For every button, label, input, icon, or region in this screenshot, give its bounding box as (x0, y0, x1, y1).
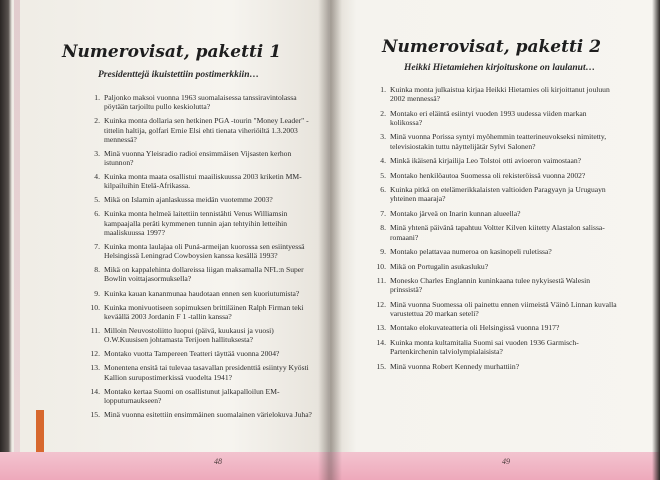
question-number: 15. (376, 361, 386, 371)
question-item (84, 363, 316, 381)
question-number: 7. (94, 241, 100, 251)
right-page-number: 49 (502, 457, 510, 466)
right-page (330, 0, 660, 480)
question-number: 3. (380, 132, 386, 142)
question-number: 15. (90, 409, 100, 419)
page-footer-band (0, 452, 330, 480)
question-item (84, 303, 316, 321)
question-number: 2. (380, 108, 386, 118)
question-item (84, 93, 316, 111)
question-text: Kuinka pitkä on etelämerikkalaisten valtioiden Paragyayn ja Uruguayn yhteinen maaraja? (390, 185, 606, 204)
question-text: Kuinka kauan kananmunaa haudotaan ennen sen kuoriutumista? (104, 288, 300, 298)
question-item (370, 132, 618, 150)
question-number: 1. (380, 85, 386, 94)
question-item (370, 223, 618, 241)
question-text: Kuinka monivuotiseen sopimuksen brittiläinen Ralph Firman teki keväällä 2003 Jordanin F 1 -tallin kanssa? (104, 302, 304, 321)
right-question-list (370, 85, 618, 376)
question-item (84, 289, 316, 298)
question-text: Mikä on Portugalin asukasluku? (390, 261, 489, 271)
question-number: 11. (90, 325, 100, 335)
question-number: 8. (380, 223, 386, 233)
question-number: 5. (380, 170, 386, 180)
question-number: 9. (380, 247, 386, 257)
question-item (370, 300, 618, 318)
question-item (84, 410, 316, 419)
question-text: Kuinka monta dollaria sen hetkinen PGA -tourin "Money Leader" -tittelin haltija, golfari Ernie Elsi ehti tienata viheriöiltä 1.3.2003 mennessä? (104, 116, 309, 144)
left-page-title: Numerovisat, paketti 1 (62, 42, 282, 62)
question-item (370, 362, 618, 371)
question-number: 4. (380, 156, 386, 166)
question-number: 7. (380, 208, 386, 218)
question-number: 6. (380, 185, 386, 195)
question-text: Montako elokuvateatteria oli Helsingissä vuonna 1917? (390, 323, 560, 333)
question-item (84, 172, 316, 190)
right-page-subtitle: Heikki Hietamiehen kirjoituskone on laulanut… (404, 63, 596, 73)
question-item (370, 209, 618, 218)
question-number: 4. (94, 172, 100, 182)
question-number: 3. (94, 148, 100, 158)
question-text: Montako järveä on Inarin kunnan alueella? (390, 208, 521, 218)
question-number: 10. (90, 302, 100, 312)
question-item (370, 85, 618, 103)
question-item (84, 387, 316, 405)
question-item (370, 185, 618, 203)
question-text: Paljonko maksoi vuonna 1963 suomalaisessa tanssiravintolassa pöytään tarjoiltu pullo keskiolutta? (104, 93, 297, 112)
question-text: Minä vuonna Robert Kennedy murhattiin? (390, 361, 520, 371)
question-text: Minä vuonna Yleisradio radioi ensimmäisen Vijsasten kerhon istunnon? (104, 148, 292, 167)
question-item (84, 242, 316, 260)
question-item (84, 149, 316, 167)
page-footer-band (330, 452, 660, 480)
question-text: Milloin Neuvostoliitto luopui (päivä, kuukausi ja vuosi) O.W.Kuusisen johtamasta Terijoen hallituksesta? (104, 325, 274, 345)
question-text: Montako kertaa Suomi on osallistunut jalkapalloilun EM-lopputurnaukseen? (104, 386, 280, 405)
question-number: 13. (376, 323, 386, 333)
question-item (370, 109, 618, 127)
question-item (84, 195, 316, 204)
question-number: 6. (94, 209, 100, 219)
question-item (370, 171, 618, 180)
question-number: 12. (90, 349, 100, 359)
question-text: Mikä on kappalehinta dollareissa liigan maksamalla NFL:n Super Bowlin voittajasormuksella? (104, 265, 304, 284)
question-text: Kuinka monta maata osallistui maailiskuussa 2003 kriketin MM-kilpailuihin Etelä-Afrikassa. (104, 172, 302, 191)
question-item (84, 349, 316, 358)
question-text: Montako henkilöautoa Suomessa oli rekisteröissä vuonna 2002? (390, 170, 586, 180)
question-text: Kuinka monta kultamitalia Suomi sai vuoden 1936 Garmisch-Partenkirchenin talviolympialaisista? (390, 337, 579, 357)
question-text: Minä yhtenä päivänä tapahtuu Voltter Kilven kiitetty Alastalon salissa-romaani? (390, 223, 605, 242)
question-item (370, 247, 618, 256)
question-number: 8. (94, 265, 100, 275)
question-item (84, 265, 316, 283)
question-item (370, 338, 618, 356)
question-text: Monentena ensitä tai tulevaa tasavallan presidenttiä esiintyy Kyösti Kallion surupostimerkissä vuodelta 1941? (104, 363, 309, 382)
question-item (370, 276, 618, 294)
question-text: Minä vuonna Suomessa oli painettu ennen viimeistä Väinö Linnan kuvalla varustettua 20 markan seteli? (390, 299, 617, 318)
question-number: 13. (90, 363, 100, 373)
question-number: 14. (376, 337, 386, 347)
question-number: 10. (376, 261, 386, 271)
question-item (84, 326, 316, 344)
question-text: Montako vuotta Tampereen Teatteri täyttää vuonna 2004? (104, 349, 280, 359)
bookmark-tab (36, 410, 44, 454)
page-edge-shadow (652, 0, 660, 480)
question-number: 1. (94, 93, 100, 102)
left-page-subtitle: Presidenttejä ikuistettiin postimerkkiin… (98, 70, 259, 80)
question-text: Kuinka monta laulajaa oli Puná-armeijan kuorossa sen esiintyessä Helsingissä Leningrad Cowboysien kanssa kesällä 1993? (104, 241, 305, 261)
question-item (370, 323, 618, 332)
question-text: Montako eri eläintä esiintyi vuoden 1993 uudessa viiden markan kolikossa? (390, 108, 587, 127)
question-text: Minkä ikäisenä kirjailija Leo Tolstoi otti avioeron vaimostaan? (390, 156, 582, 166)
question-item (370, 156, 618, 165)
question-number: 11. (376, 276, 386, 286)
question-number: 14. (90, 386, 100, 396)
question-item (370, 262, 618, 271)
question-text: Mikä on Islamin ajanlaskussa meidän vuotemme 2003? (104, 195, 273, 205)
page-edge-stripe (14, 0, 20, 480)
question-number: 5. (94, 195, 100, 205)
question-item (84, 116, 316, 144)
question-text: Minä vuonna Porissa syntyi myöhemmin teatterineuvokseksi nimitetty, televisiostakin tuttu näyttelijätär Sylvi Salonen? (390, 132, 607, 151)
question-text: Monesko Charles Englannin kuninkaana tulee nykyisestä Walesin prinssistä? (390, 276, 591, 295)
question-text: Kuinka monta julkaistua kirjaa Heikki Hietamies oli kirjoittanut jouluun 2002 mennessä? (390, 85, 610, 104)
question-number: 9. (94, 288, 100, 298)
question-number: 12. (376, 299, 386, 309)
question-item (84, 209, 316, 237)
right-page-title: Numerovisat, paketti 2 (382, 37, 602, 57)
page-edge-shadow (0, 0, 12, 480)
question-text: Montako pelattavaa numeroa on kasinopeli ruletissa? (390, 247, 552, 257)
question-number: 2. (94, 116, 100, 126)
question-text: Minä vuonna esitettiin ensimmäinen suomalainen värielokuva Juha? (104, 409, 312, 419)
left-page-number: 48 (214, 457, 222, 466)
question-text: Kuinka monta helmeä laitettiin tennistähti Venus Williamsin kampaajalla peräti kymmenen tunnin ajan tehtyihin letteihin maaliskuussa 1997? (104, 209, 288, 237)
left-question-list (84, 93, 316, 424)
